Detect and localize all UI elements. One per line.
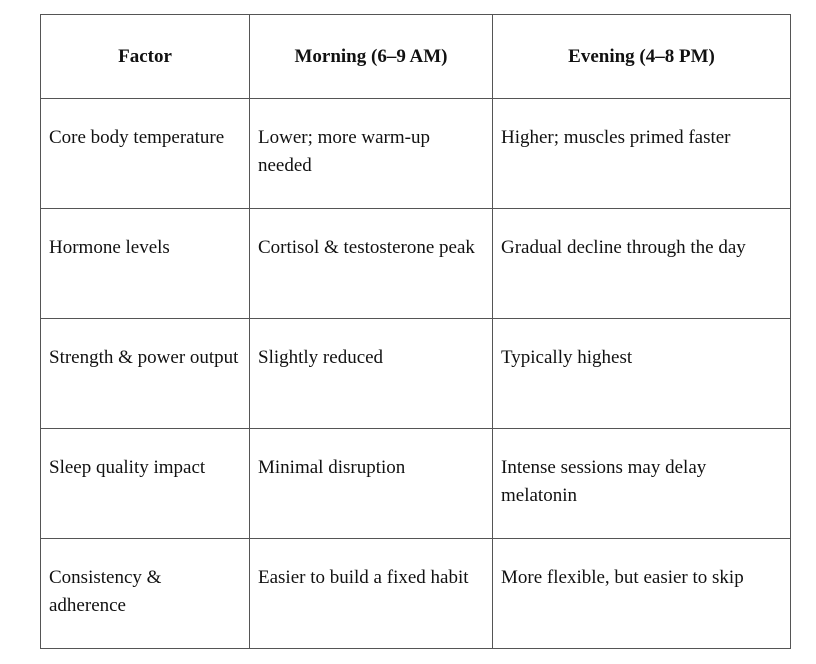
cell-morning: Minimal disruption [250, 429, 493, 539]
table-row [41, 319, 791, 429]
cell-factor: Sleep quality impact [41, 429, 250, 539]
cell-morning: Easier to build a fixed habit [250, 539, 493, 649]
table-row [41, 99, 791, 209]
table-body [41, 99, 791, 649]
cell-factor: Consistency & adherence [41, 539, 250, 649]
cell-evening: Typically highest [493, 319, 791, 429]
header-morning: Morning (6–9 AM) [250, 15, 493, 99]
cell-factor: Strength & power output [41, 319, 250, 429]
cell-evening: Gradual decline through the day [493, 209, 791, 319]
table-row [41, 209, 791, 319]
header-factor: Factor [41, 15, 250, 99]
header-evening: Evening (4–8 PM) [493, 15, 791, 99]
header-row [41, 15, 791, 99]
cell-morning: Lower; more warm-up needed [250, 99, 493, 209]
cell-morning: Cortisol & testosterone peak [250, 209, 493, 319]
cell-morning: Slightly reduced [250, 319, 493, 429]
comparison-table [40, 14, 791, 649]
cell-evening: Higher; muscles primed faster [493, 99, 791, 209]
cell-factor: Hormone levels [41, 209, 250, 319]
cell-evening: Intense sessions may delay melatonin [493, 429, 791, 539]
table-header [41, 15, 791, 99]
cell-factor: Core body temperature [41, 99, 250, 209]
table-row [41, 539, 791, 649]
table-row [41, 429, 791, 539]
cell-evening: More flexible, but easier to skip [493, 539, 791, 649]
